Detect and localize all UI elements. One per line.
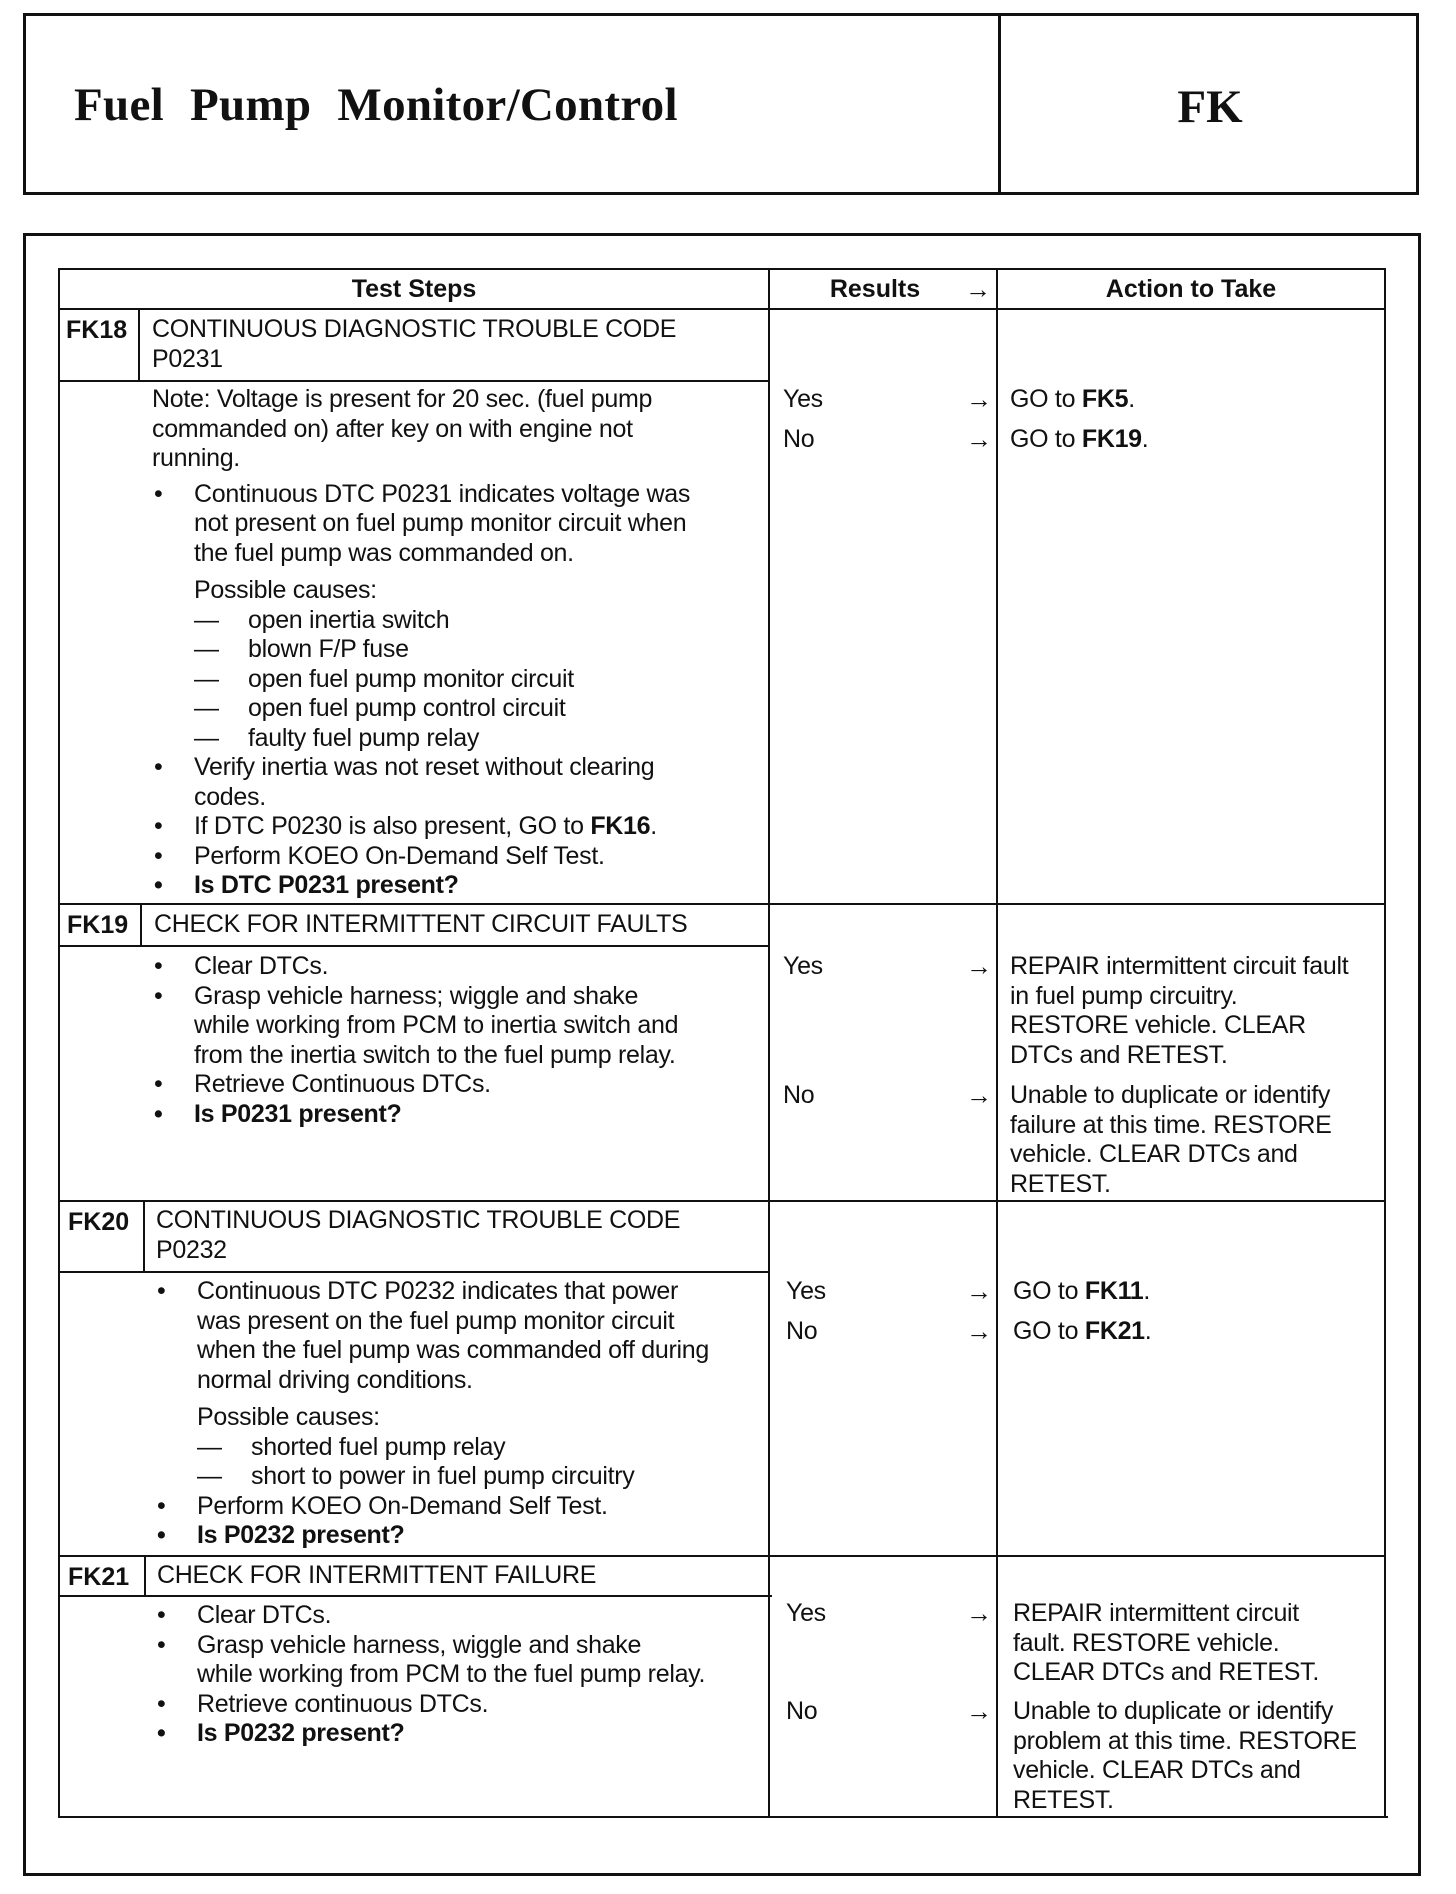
step-body: Note: Voltage is present for 20 sec. (fuel pump commanded on) after key on with engine not running. • Continuous DTC P0231 indicates voltage was not present on fuel pump monitor circuit when the fuel pump was commanded on. Possible causes: — open inertia switch — blown F/P fuse — open fuel pump monitor circuit — open fuel pump control circuit — faulty fuel pump relay • Verify inertia was not reset without clearing codes. • If DTC P0230 is also present, GO to FK16. • Perform KOEO On-Demand Self Test. • Is DTC P0231 present? (152, 385, 690, 901)
result-no: No (783, 425, 815, 453)
result-no: No (786, 1317, 818, 1345)
action-yes: GO to FK11. (1013, 1277, 1151, 1305)
step-title: CONTINUOUS DIAGNOSTIC TROUBLE CODE P0232 (156, 1206, 681, 1264)
step-title: CHECK FOR INTERMITTENT CIRCUIT FAULTS (154, 910, 688, 938)
step-question: • Is P0232 present? (155, 1719, 705, 1749)
result-no: No (783, 1081, 815, 1109)
result-arrow: → (966, 1080, 992, 1110)
result-arrow: → (966, 1276, 992, 1306)
action-no: Unable to duplicate or identify failure at this time. RESTORE vehicle. CLEAR DTCs and RETEST. (1010, 1081, 1332, 1198)
step-id: FK19 (67, 911, 129, 939)
action-no: GO to FK19. (1010, 425, 1149, 453)
result-arrow: → (966, 424, 992, 454)
step-title: CONTINUOUS DIAGNOSTIC TROUBLE CODE P0231 (152, 315, 677, 373)
step-id: FK18 (66, 316, 128, 344)
section-code: FK (1177, 81, 1243, 133)
step-question: • Is P0231 present? (152, 1100, 678, 1130)
step-body: • Continuous DTC P0232 indicates that power was present on the fuel pump monitor circuit when the fuel pump was commanded off during normal driving conditions. Possible causes: — shorted fuel pump relay — short to power in fuel pump circuitry • Perform KOEO On-Demand Self Test. • Is P0232 present? (155, 1277, 709, 1551)
result-arrow: → (966, 951, 992, 981)
result-yes: Yes (786, 1277, 826, 1305)
column-header-results: Results (829, 275, 921, 303)
result-arrow: → (966, 1316, 992, 1346)
step-question: • Is DTC P0231 present? (152, 871, 690, 901)
column-header-action: Action to Take (1105, 275, 1277, 303)
action-yes: GO to FK5. (1010, 385, 1135, 413)
step-body: • Clear DTCs. • Grasp vehicle harness; wiggle and shake while working from PCM to inertia switch and from the inertia switch to the fuel pump relay. • Retrieve Continuous DTCs. • Is P0231 present? (152, 952, 678, 1129)
results-header-arrow: → (965, 274, 991, 304)
result-arrow: → (966, 1598, 992, 1628)
step-id: FK20 (68, 1208, 130, 1236)
column-header-test-steps: Test Steps (351, 275, 477, 303)
action-no: GO to FK21. (1013, 1317, 1152, 1345)
result-yes: Yes (783, 952, 823, 980)
page-header (23, 13, 1419, 195)
page-title: Fuel Pump Monitor/Control (74, 79, 678, 131)
step-question: • Is P0232 present? (155, 1521, 709, 1551)
result-no: No (786, 1697, 818, 1725)
result-yes: Yes (783, 385, 823, 413)
action-yes: REPAIR intermittent circuit fault. RESTORE vehicle. CLEAR DTCs and RETEST. (1013, 1599, 1319, 1686)
result-arrow: → (966, 1696, 992, 1726)
action-yes: REPAIR intermittent circuit fault in fuel pump circuitry. RESTORE vehicle. CLEAR DTCs and RETEST. (1010, 952, 1349, 1069)
action-no: Unable to duplicate or identify problem at this time. RESTORE vehicle. CLEAR DTCs and RETEST. (1013, 1697, 1357, 1814)
step-body: • Clear DTCs. • Grasp vehicle harness, wiggle and shake while working from PCM to the fuel pump relay. • Retrieve continuous DTCs. • Is P0232 present? (155, 1601, 705, 1749)
step-title: CHECK FOR INTERMITTENT FAILURE (157, 1561, 597, 1589)
step-id: FK21 (68, 1563, 130, 1591)
result-yes: Yes (786, 1599, 826, 1627)
result-arrow: → (966, 384, 992, 414)
